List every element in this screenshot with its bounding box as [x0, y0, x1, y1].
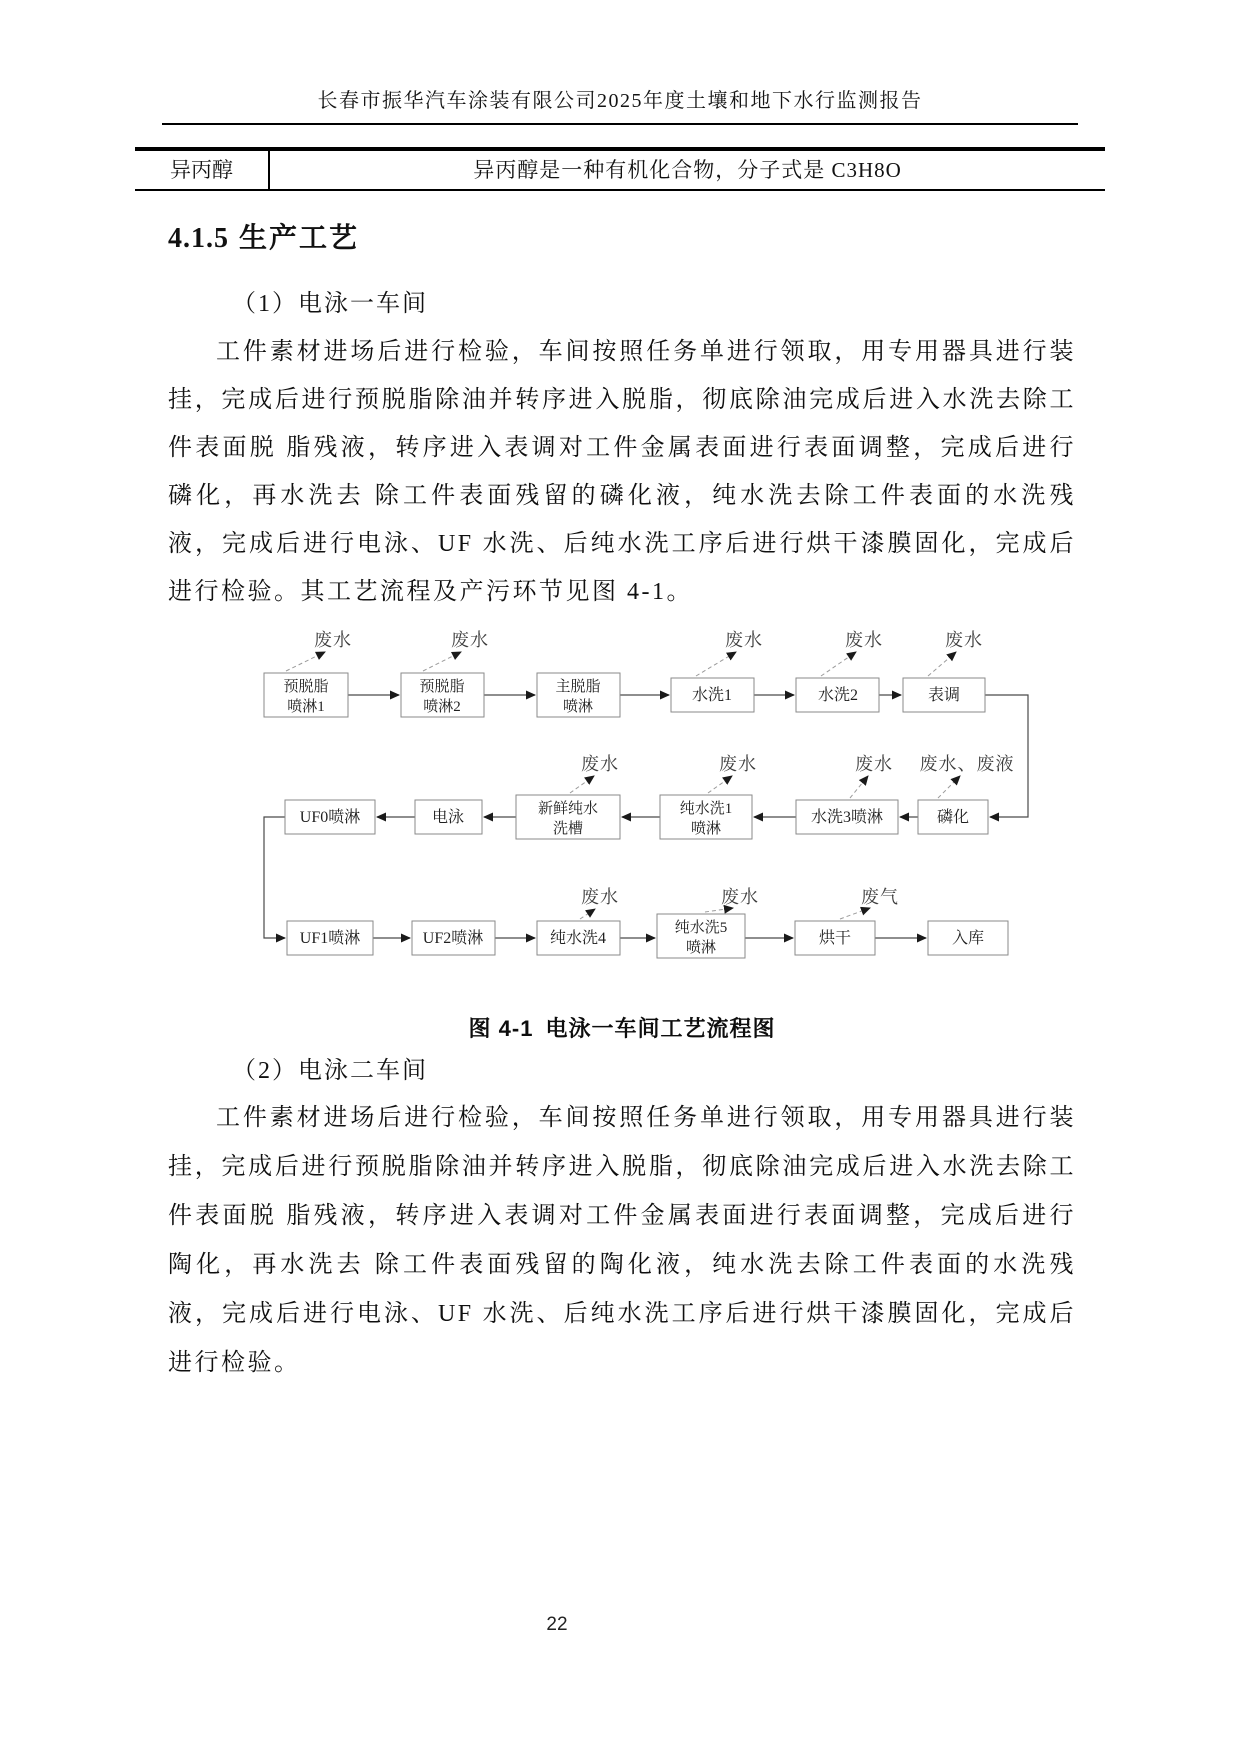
box-pure-water-wash-5-spray: [657, 914, 745, 958]
box-uf2-spray: [412, 921, 495, 955]
emission-arrow: [580, 909, 595, 919]
paragraph-workshop-2: 工件素材进场后进行检验，车间按照任务单进行领取，用专用器具进行装挂，完成后进行预脱脂除油并转序进入脱脂，彻底除油完成后进入水洗去除工件表面脱 脂残液，转序进入表调对工件金属表面进行表面调整，完成后进行陶化，再水洗去 除工件表面残留的陶化液，纯水洗去除工件表面的水洗残液，完成后进行电泳、UF 水洗、后纯水洗工序后进行烘干漆膜固化，完成后进行检验。: [168, 1105, 1076, 1376]
emission-label: 废水: [845, 630, 883, 650]
box-surface-conditioning: [903, 678, 985, 712]
box-label: 预脱脂: [419, 679, 465, 695]
box-water-wash-2: [796, 678, 879, 712]
figure-caption-label: 图 4-1: [468, 1016, 534, 1041]
subsection-workshop-1: （1）电泳一车间: [232, 291, 428, 317]
box-label: 纯水洗5: [674, 920, 728, 936]
box-label: 喷淋: [562, 699, 594, 715]
box-label: 水洗1: [691, 687, 733, 704]
box-label: 喷淋: [690, 821, 722, 837]
box-water-wash-1: [671, 678, 754, 712]
emission-arrow: [705, 908, 733, 912]
emission-label: 废水: [314, 630, 352, 650]
box-label: 入库: [951, 930, 985, 947]
flow-connector-row2-row3: [264, 817, 285, 938]
emission-label: 废水: [581, 887, 619, 907]
box-uf0-spray: [285, 800, 375, 834]
emission-arrow: [938, 776, 960, 798]
emission-label: 废水: [855, 754, 893, 774]
box-phosphating: [918, 800, 988, 834]
box-label: UF1喷淋: [299, 930, 361, 947]
box-water-wash-3-spray: [796, 800, 898, 834]
emission-arrow: [423, 652, 461, 671]
emission-label: 废水: [721, 887, 759, 907]
box-label: 纯水洗1: [679, 801, 733, 817]
box-label: UF2喷淋: [422, 930, 484, 947]
substance-definition: 异丙醇是一种有机化合物，分子式是 C3H8O: [473, 158, 902, 182]
header-rule: [162, 123, 1078, 125]
emission-label: 废水: [719, 754, 757, 774]
section-number: 4.1.5: [168, 223, 229, 254]
box-label: 表调: [927, 687, 961, 704]
emission-arrow: [708, 776, 732, 793]
emission-label: 废水: [451, 630, 489, 650]
box-label: 喷淋: [685, 940, 717, 956]
emission-arrow: [696, 652, 736, 676]
emission-arrow: [850, 776, 868, 798]
paragraph-workshop-1: 工件素材进场后进行检验，车间按照任务单进行领取，用专用器具进行装挂，完成后进行预脱脂除油并转序进入脱脂，彻底除油完成后进入水洗去除工件表面脱 脂残液，转序进入表调对工件金属表面进行表面调整，完成后进行磷化，再水洗去 除工件表面残留的磷化液，纯水洗去除工件表面的水洗残液，完成后进行电泳、UF 水洗、后纯水洗工序后进行烘干漆膜固化，完成后进行检验。其工艺流程及产污环节见图 4-1。: [168, 339, 1076, 605]
emission-labels: [314, 630, 1015, 907]
box-label: 电泳: [431, 809, 465, 826]
box-label: 磷化: [936, 809, 970, 826]
emission-arrow: [570, 776, 594, 793]
box-pure-water-wash-1-spray: [660, 795, 752, 839]
box-fresh-pure-water-tank: [516, 795, 620, 839]
box-label: 烘干: [818, 930, 852, 947]
figure-caption-title: 电泳一车间工艺流程图: [545, 1016, 776, 1041]
box-label: 水洗3喷淋: [810, 809, 884, 826]
emission-arrow: [928, 652, 956, 676]
emission-arrow: [286, 652, 325, 671]
box-label: 喷淋1: [287, 699, 325, 715]
box-label: 主脱脂: [555, 679, 601, 695]
box-label: 预脱脂: [283, 679, 329, 695]
emission-label: 废水: [581, 754, 619, 774]
box-drying: [795, 921, 875, 955]
box-pure-water-wash-4: [537, 921, 620, 955]
emission-arrow: [840, 908, 870, 919]
box-label: 纯水洗4: [549, 930, 607, 947]
emission-arrow: [821, 652, 856, 676]
flow-connectors: [264, 695, 1028, 938]
emission-label: 废气: [861, 887, 899, 907]
box-label: 新鲜纯水: [537, 801, 599, 817]
box-label: UF0喷淋: [299, 809, 361, 826]
substance-name: 异丙醇: [135, 151, 270, 189]
box-uf1-spray: [287, 921, 373, 955]
subsection-workshop-2: （2）电泳二车间: [232, 1058, 428, 1084]
box-warehousing: [928, 921, 1008, 955]
section-heading: [168, 216, 359, 256]
box-label: 洗槽: [552, 821, 584, 837]
box-pre-degrease-spray-1: [264, 673, 348, 717]
box-label: 喷淋2: [423, 699, 461, 715]
box-main-degrease-spray: [537, 673, 620, 717]
box-label: 水洗2: [817, 687, 859, 704]
page-number: 22: [546, 1614, 568, 1635]
figure-caption: [168, 1012, 1076, 1043]
box-pre-degrease-spray-2: [401, 673, 484, 717]
section-title: 生产工艺: [239, 222, 360, 253]
process-flow-diagram: [250, 615, 1040, 973]
emission-label: 废水、废液: [919, 754, 1015, 774]
box-electrophoresis: [415, 800, 482, 834]
substance-table-row: [135, 147, 1105, 191]
emission-label: 废水: [945, 630, 983, 650]
emission-label: 废水: [725, 630, 763, 650]
report-title: 长春市振华汽车涂装有限公司2025年度土壤和地下水行监测报告: [317, 90, 923, 112]
